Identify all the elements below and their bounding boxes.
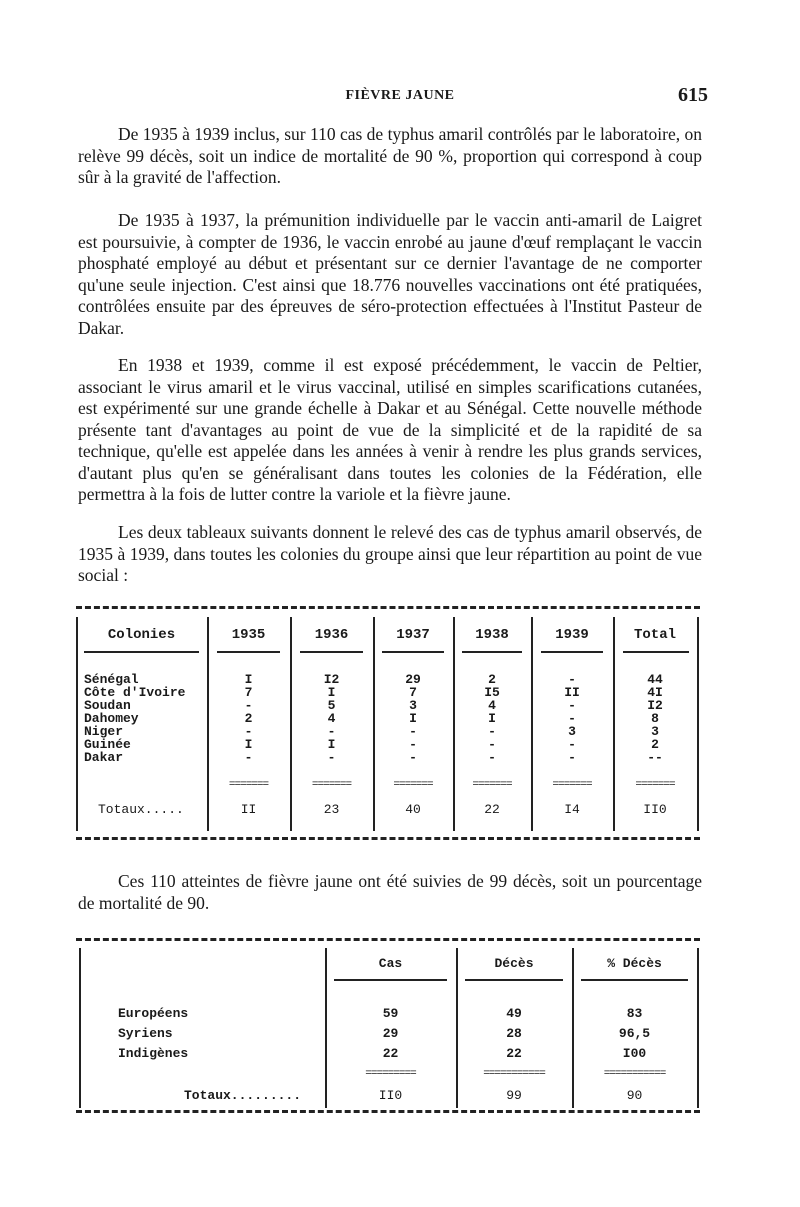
- total-cell: II: [240, 802, 257, 817]
- total-cell: 90: [626, 1088, 643, 1103]
- cell: -: [244, 698, 253, 713]
- column-1939: [531, 673, 613, 764]
- separator: ===========: [603, 1068, 666, 1080]
- running-head: [0, 84, 800, 110]
- paragraph-text: Ces 110 atteintes de fièvre jaune ont été suivies de 99 décès, soit un pourcentage de mortalité de 90.: [78, 871, 702, 913]
- cell: I2: [323, 672, 340, 687]
- header-1939: 1939: [555, 627, 589, 643]
- header-underline: [462, 651, 522, 653]
- cell: I00: [622, 1046, 647, 1061]
- header-1935: 1935: [231, 627, 266, 643]
- column-1937: [373, 673, 453, 764]
- cell: I: [327, 737, 336, 752]
- colony-name: Dahomey: [84, 711, 139, 726]
- cell: -: [327, 750, 336, 765]
- cell: 49: [506, 1006, 522, 1021]
- cell: -: [488, 737, 496, 752]
- cell: -: [568, 698, 576, 713]
- cell: 8: [651, 711, 659, 726]
- cell: I: [327, 685, 336, 700]
- cell: -: [488, 750, 496, 765]
- cell: 2: [488, 672, 496, 687]
- header-underline: [300, 651, 363, 653]
- separator: =======: [472, 779, 512, 791]
- column-total: [613, 673, 697, 764]
- cell: -: [409, 724, 417, 739]
- cell: --: [647, 750, 663, 765]
- cell: -: [488, 724, 496, 739]
- bottom-rule: [76, 837, 700, 840]
- cell: I: [409, 711, 417, 726]
- left-border: [79, 948, 81, 1108]
- header-cas: Cas: [378, 956, 403, 971]
- separator: ===========: [483, 1068, 545, 1080]
- cell: 29: [405, 672, 421, 687]
- paragraph-text: De 1935 à 1939 inclus, sur 110 cas de typhus amaril contrôlés par le laboratoire, on relève 99 décès, soit un indice de mortalité de 90 %, proportion qui correspond à coup sûr à la gravité de l'affection.: [78, 124, 702, 187]
- cell: I: [244, 672, 253, 687]
- colony-name: Soudan: [84, 698, 131, 713]
- header-pct-deces: % Décès: [607, 956, 662, 971]
- paragraph-text: De 1935 à 1937, la prémunition individuelle par le vaccin anti-amaril de Laigret est poursuivie, à compter de 1936, le vaccin enrobé au jaune d'œuf remplaçant le vaccin phosphaté employé au début et présentant sur ce dernier l'avantage de ne comporter qu'une seule injection. C'est ainsi que 18.776 nouvelles vaccinations ont été pratiquées, contrôlées ensuite par des épreuves de séro-protection effectuées à l'Institut Pasteur de Dakar.: [78, 210, 702, 338]
- cell: 5: [327, 698, 336, 713]
- separator: =======: [228, 779, 269, 791]
- separator: =======: [393, 779, 433, 791]
- cell: -: [327, 724, 336, 739]
- total-cell: II0: [643, 802, 667, 817]
- cell: -: [409, 737, 417, 752]
- total-cell: 22: [484, 802, 500, 817]
- column-1938: [453, 673, 531, 764]
- total-cell: 40: [405, 802, 421, 817]
- total-cell: 23: [323, 802, 340, 817]
- header-deces: Décès: [494, 956, 534, 971]
- cell: 83: [626, 1006, 643, 1021]
- row-label: Syriens: [118, 1026, 173, 1041]
- colony-name: Niger: [84, 724, 124, 739]
- cell: -: [568, 737, 576, 752]
- cell: 96,5: [618, 1026, 651, 1041]
- top-rule: [76, 938, 700, 941]
- paragraph-2: [78, 210, 702, 339]
- total-cell: II0: [378, 1088, 403, 1103]
- cell: -: [244, 750, 253, 765]
- paragraph-1: [78, 124, 702, 189]
- cell: 22: [382, 1046, 399, 1061]
- header-underline: [623, 651, 689, 653]
- cell: 44: [647, 672, 663, 687]
- header-1936: 1936: [314, 627, 349, 643]
- totals-label: Totaux.........: [184, 1088, 302, 1103]
- header-1937: 1937: [396, 627, 430, 643]
- cell: 29: [382, 1026, 399, 1041]
- cell: 4: [488, 698, 496, 713]
- paragraph-text: En 1938 et 1939, comme il est exposé précédemment, le vaccin de Peltier, associant le virus amaril et le virus vaccinal, utilisé en simples scarifications cutanées, est expérimenté sur une grande échelle à Dakar et au Sénégal. Cette nouvelle méthode présente tant d'avantages au point de vue de la simplicité et de la rapidité de sa technique, qu'elle est appelée dans les années à venir à rendre les plus grands services, d'autant plus qu'en se généralisant dans toutes les colonies de la Fédération, elle permettra à la fois de lutter contre la variole et la fièvre jaune.: [78, 355, 702, 504]
- cell: 7: [409, 685, 417, 700]
- paragraph-text: Les deux tableaux suivants donnent le relevé des cas de typhus amaril observés, de 1935 à 1939, dans toutes les colonies du groupe ainsi que leur répartition au point de vue social :: [78, 522, 702, 585]
- left-border: [76, 617, 78, 831]
- cell: -: [568, 750, 576, 765]
- header-1938: 1938: [475, 627, 509, 643]
- colony-name: Guinée: [84, 737, 131, 752]
- separator: =======: [635, 779, 675, 791]
- cell: 59: [382, 1006, 399, 1021]
- running-title: FIÈVRE JAUNE: [345, 88, 455, 103]
- paragraph-5: [78, 871, 702, 914]
- separator: =======: [552, 779, 592, 791]
- colony-names: [84, 673, 185, 764]
- header-underline: [541, 651, 603, 653]
- cell: 2: [651, 737, 659, 752]
- row-label: Européens: [118, 1006, 189, 1021]
- header-total: Total: [633, 627, 676, 643]
- cell: I2: [647, 698, 663, 713]
- row-label: Indigènes: [118, 1046, 189, 1061]
- cell: 3: [651, 724, 659, 739]
- total-cell: I4: [564, 802, 580, 817]
- column-1936: [290, 673, 373, 764]
- cell: 3: [409, 698, 417, 713]
- header-underline: [217, 651, 280, 653]
- header-underline: [465, 979, 563, 981]
- colonies-table: [76, 603, 700, 843]
- cell: 7: [244, 685, 253, 700]
- right-border: [697, 617, 699, 831]
- page-number: 615: [678, 84, 708, 106]
- cell: I: [488, 711, 496, 726]
- cell: -: [244, 724, 253, 739]
- cell: I5: [484, 685, 500, 700]
- cell: 4I: [647, 685, 663, 700]
- column-1935: [207, 673, 290, 764]
- right-border: [697, 948, 699, 1108]
- cell: 28: [506, 1026, 522, 1041]
- cell: I: [244, 737, 253, 752]
- cell: -: [568, 711, 576, 726]
- header-underline: [581, 979, 688, 981]
- bottom-rule: [76, 1110, 700, 1113]
- colony-name: Côte d'Ivoire: [84, 685, 186, 700]
- top-rule: [76, 606, 700, 609]
- separator: =======: [311, 779, 352, 791]
- header-colonies: Colonies: [107, 627, 176, 643]
- separator: =========: [365, 1068, 416, 1080]
- paragraph-3: [78, 355, 702, 506]
- total-cell: 99: [506, 1088, 522, 1103]
- cell: 2: [244, 711, 253, 726]
- cell: 4: [327, 711, 336, 726]
- totals-label: Totaux.....: [98, 802, 184, 817]
- cell: -: [409, 750, 417, 765]
- paragraph-4: [78, 522, 702, 587]
- cell: -: [568, 672, 576, 687]
- cell: II: [564, 685, 580, 700]
- social-table: [76, 934, 700, 1116]
- header-underline: [382, 651, 444, 653]
- header-underline: [84, 651, 199, 653]
- colony-name: Sénégal: [84, 672, 139, 687]
- cell: 22: [506, 1046, 522, 1061]
- header-underline: [334, 979, 447, 981]
- colony-name: Dakar: [84, 750, 124, 765]
- cell: 3: [568, 724, 576, 739]
